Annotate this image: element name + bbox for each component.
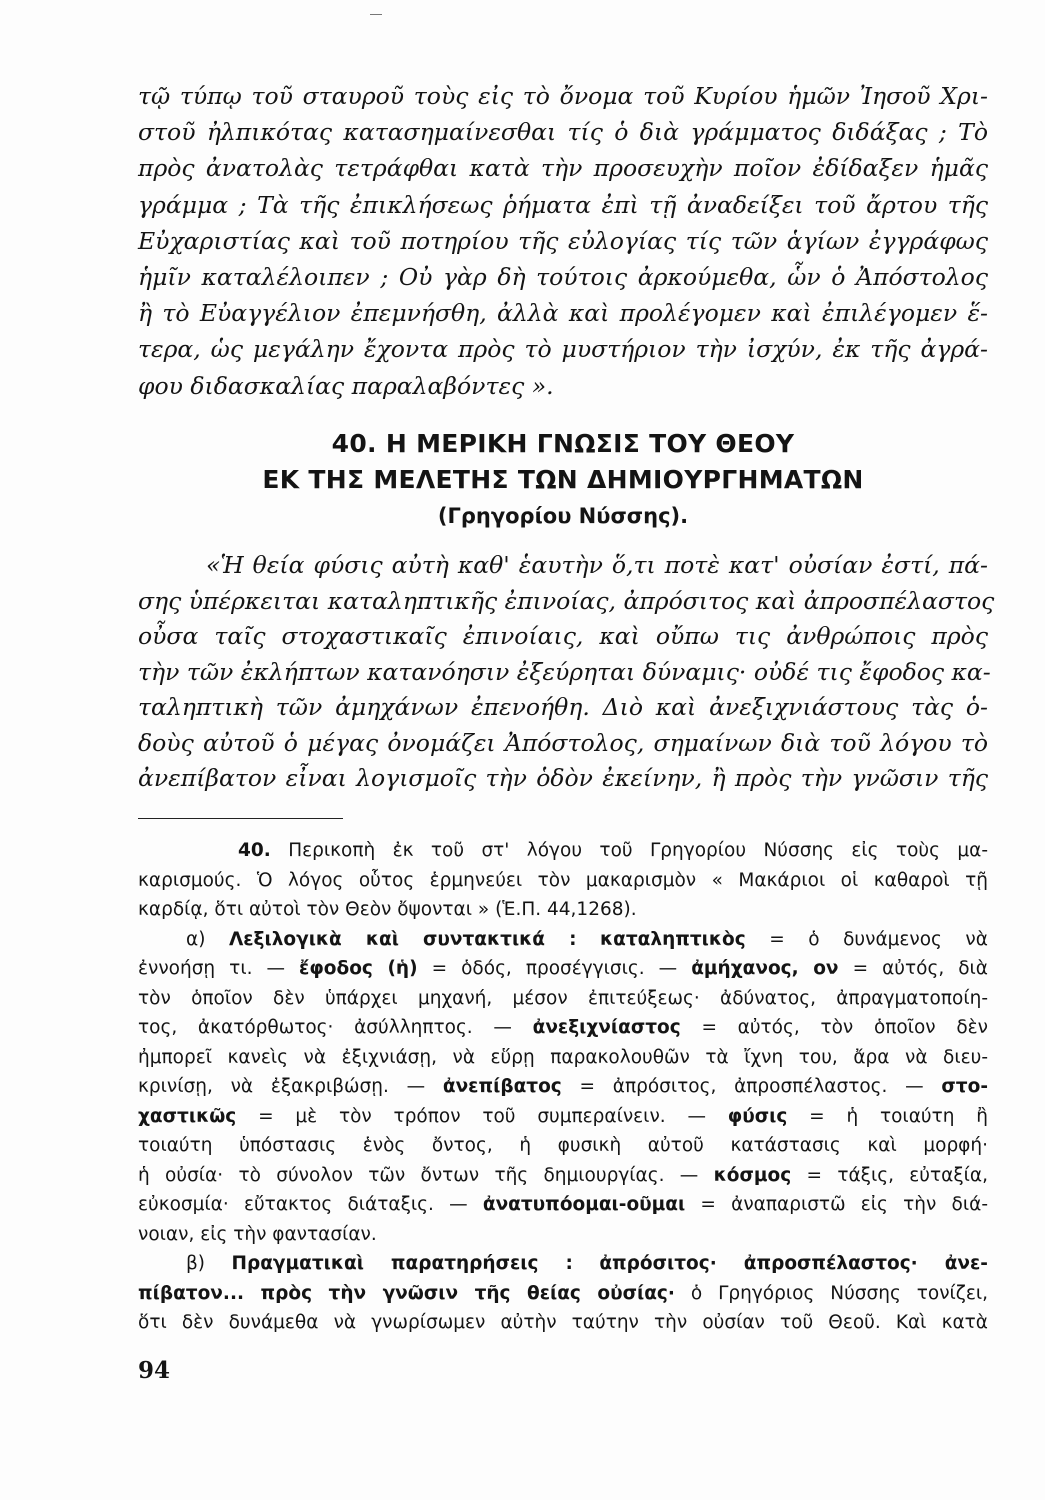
section-title-line1: 40. Η ΜΕΡΙΚΗ ΓΝΩΣΙΣ ΤΟΥ ΘΕΟΥ	[331, 429, 795, 458]
lexical-line	[138, 925, 988, 955]
factual-terms: ἀπρόσιτος· ἀπροσπέλαστος· ἀνε-	[599, 1253, 988, 1274]
lexical-term: στο-	[941, 1076, 988, 1097]
lexical-term: ἀνατυπόομαι-οῦμαι	[482, 1194, 686, 1215]
passage-line: τῷ τύπῳ τοῦ σταυροῦ τοὺς εἰς τὸ ὄνομα τοῦ Κυρίου ἡμῶν Ἰησοῦ Χρι-	[138, 82, 988, 110]
quote-line: δοὺς αὐτοῦ ὁ μέγας ὀνομάζει Ἀπόστολος, σημαίνων διὰ τοῦ λόγου τὸ	[138, 728, 988, 757]
lexical-label: Λεξιλογικὰ καὶ συντακτικά :	[228, 928, 577, 950]
lexical-text: = ἀπρόσιτος, ἀπροσπέλαστος. —	[579, 1076, 924, 1097]
factual-prefix: β)	[186, 1253, 206, 1274]
section-subtitle: (Γρηγορίου Νύσσης).	[437, 504, 689, 528]
lexical-text: = ὁδός, προσέγγισις. —	[431, 958, 678, 979]
passage-line: Εὐχαριστίας καὶ τοῦ ποτηρίου τῆς εὐλογίας τίς τῶν ἁγίων ἐγγράφως	[138, 226, 988, 255]
passage-line: τερα, ὡς μεγάλην ἔχοντα πρὸς τὸ μυστήριον τὴν ἰσχύν, ἐκ τῆς ἀγρά-	[138, 335, 988, 364]
lexical-term: καταληπτικὸς	[600, 928, 746, 950]
lexical-term: κόσμος	[713, 1164, 792, 1186]
quote-line: σης ὑπέρκειται καταληπτικῆς ἐπινοίας, ἀπρόσιτος καὶ ἀπροσπέλαστος	[138, 586, 995, 615]
factual-text: ὁ Γρηγόριος Νύσσης τονίζει,	[690, 1282, 988, 1304]
commentary-notes	[138, 836, 988, 1338]
section-title-line2: ΕΚ ΤΗΣ ΜΕΛΕΤΗΣ ΤΩΝ ΔΗΜΙΟΥΡΓΗΜΑΤΩΝ	[262, 465, 864, 494]
factual-label: Πραγματικαὶ παρατηρήσεις :	[231, 1253, 573, 1274]
passage-text	[138, 78, 988, 404]
lexical-line	[138, 954, 988, 984]
lexical-text: = αὐτός, τὸν ὁποῖον δὲν	[701, 1017, 988, 1038]
lexical-text: = μὲ τὸν τρόπον τοῦ συμπεραίνειν. —	[258, 1105, 706, 1127]
lexical-term: χαστικῶς	[138, 1105, 237, 1127]
lexical-term: ἀνεπίβατος	[442, 1076, 562, 1097]
lexical-line	[138, 1190, 988, 1220]
note-intro-text: Περικοπὴ ἐκ τοῦ στ' λόγου τοῦ Γρηγορίου Νύσσης εἰς τοὺς μα-	[288, 840, 988, 861]
lexical-line: τοιαύτη ὑπόστασις ἑνὸς ὄντος, ἡ φυσικὴ αὐτοῦ κατάστασις καὶ μορφή·	[138, 1135, 988, 1156]
lexical-line	[138, 1013, 988, 1043]
lexical-text: = ἡ τοιαύτη ἢ	[809, 1105, 988, 1127]
lexical-term: ἔφοδος (ἡ)	[299, 958, 418, 979]
factual-line	[138, 1249, 988, 1279]
scan-mark	[370, 14, 382, 21]
factual-terms: πίβατον... πρὸς τὴν γνῶσιν τῆς θείας οὐσίας·	[138, 1282, 675, 1304]
footnote-divider	[138, 818, 343, 819]
lexical-line: νοιαν, εἰς τὴν φαντασίαν.	[138, 1223, 377, 1245]
lexical-text: = τάξις, εὐταξία,	[806, 1164, 988, 1186]
lexical-line	[138, 1161, 988, 1191]
passage-line: πρὸς ἀνατολὰς τετράφθαι κατὰ τὴν προσευχὴν ποῖον ἐδίδαξεν ἡμᾶς	[138, 154, 988, 183]
passage-line: ἢ τὸ Εὐαγγέλιον ἐπεμνήσθη, ἀλλὰ καὶ προλέγομεν καὶ ἐπιλέγομεν ἕ-	[138, 299, 988, 328]
factual-line: ὅτι δὲν δυνάμεθα νὰ γνωρίσωμεν αὐτὴν ταύτην τὴν οὐσίαν τοῦ Θεοῦ. Καὶ κατὰ	[138, 1312, 988, 1333]
passage-line: γράμμα ; Τὰ τῆς ἐπικλήσεως ῥήματα ἐπὶ τῇ ἀναδείξει τοῦ ἄρτου τῆς	[138, 190, 988, 219]
quote-line: ταληπτικὴ τῶν ἀμηχάνων ἐπενοήθη. Διὸ καὶ ἀνεξιχνιάστους τὰς ὁ-	[138, 693, 988, 721]
lexical-line	[138, 1072, 988, 1102]
passage-line: ἡμῖν καταλέλοιπεν ; Οὐ γὰρ δὴ τούτοις ἀρκούμεθα, ὧν ὁ Ἀπόστολος	[138, 263, 988, 292]
lexical-line: τὸν ὁποῖον δὲν ὑπάρχει μηχανή, μέσον ἐπιτεύξεως· ἀδύνατος, ἀπραγματοποίη-	[138, 987, 988, 1009]
lexical-term: φύσις	[727, 1105, 788, 1127]
lexical-text: κρινίσῃ, νὰ ἐξακριβώσῃ. —	[138, 1076, 426, 1097]
lexical-text: ἡ οὐσία· τὸ σύνολον τῶν ὄντων τῆς δημιουργίας. —	[138, 1164, 699, 1186]
note-intro-line: καρδίᾳ, ὅτι αὐτοὶ τὸν Θεὸν ὄψονται » (Ἑ.Π. 44,1268).	[138, 899, 637, 920]
section-heading	[138, 426, 988, 532]
note-intro-line: καρισμούς. Ὁ λόγος οὗτος ἑρμηνεύει τὸν μακαρισμὸν « Μακάριοι οἱ καθαροὶ τῇ	[138, 869, 988, 891]
quote-text	[138, 548, 995, 797]
lexical-text: = αὐτός, διὰ	[852, 958, 988, 979]
quote-line: τὴν τῶν ἐκλήπτων κατανόησιν ἐξεύρηται δύναμις· οὐδέ τις ἔφοδος κα-	[138, 657, 991, 686]
quote-line: οὖσα ταῖς στοχαστικαῖς ἐπινοίαις, καὶ οὔπω τις ἀνθρώποις πρὸς	[138, 622, 988, 650]
note-number: 40.	[238, 840, 271, 861]
quote-line: ἀνεπίβατον εἶναι λογισμοῖς τὴν ὁδὸν ἐκείνην, ἢ πρὸς τὴν γνῶσιν τῆς	[138, 764, 988, 792]
lexical-line: ἠμπορεῖ κανεὶς νὰ ἐξιχνιάσῃ, νὰ εὕρῃ παρακολουθῶν τὰ ἴχνη του, ἄρα νὰ διευ-	[138, 1046, 988, 1068]
lexical-def: = ὁ δυνάμενος νὰ	[769, 928, 988, 950]
factual-line	[138, 1279, 988, 1309]
note-intro-line	[138, 836, 988, 866]
lexical-prefix: α)	[186, 928, 206, 950]
passage-line: στοῦ ἠλπικότας κατασημαίνεσθαι τίς ὁ διὰ γράμματος διδάξας ; Τὸ	[138, 118, 988, 147]
quote-line: «Ἡ θεία φύσις αὐτὴ καθ' ἑαυτὴν ὅ,τι ποτὲ κατ' οὐσίαν ἐστί, πά-	[206, 551, 988, 579]
lexical-term: ἀνεξιχνίαστος	[532, 1017, 681, 1038]
lexical-text: ἐννοήσῃ τι. —	[138, 958, 285, 979]
lexical-line	[138, 1102, 988, 1132]
lexical-text: τος, ἀκατόρθωτος· ἀσύλληπτος. —	[138, 1017, 512, 1038]
lexical-text: = ἀναπαριστῶ εἰς τὴν διά-	[700, 1194, 989, 1215]
lexical-text: εὐκοσμία· εὔτακτος διάταξις. —	[138, 1194, 468, 1215]
lexical-term: ἀμήχανος, ον	[691, 958, 839, 979]
page-number: 94	[138, 1357, 171, 1384]
passage-line: φου διδασκαλίας παραλαβόντες ».	[138, 371, 554, 400]
